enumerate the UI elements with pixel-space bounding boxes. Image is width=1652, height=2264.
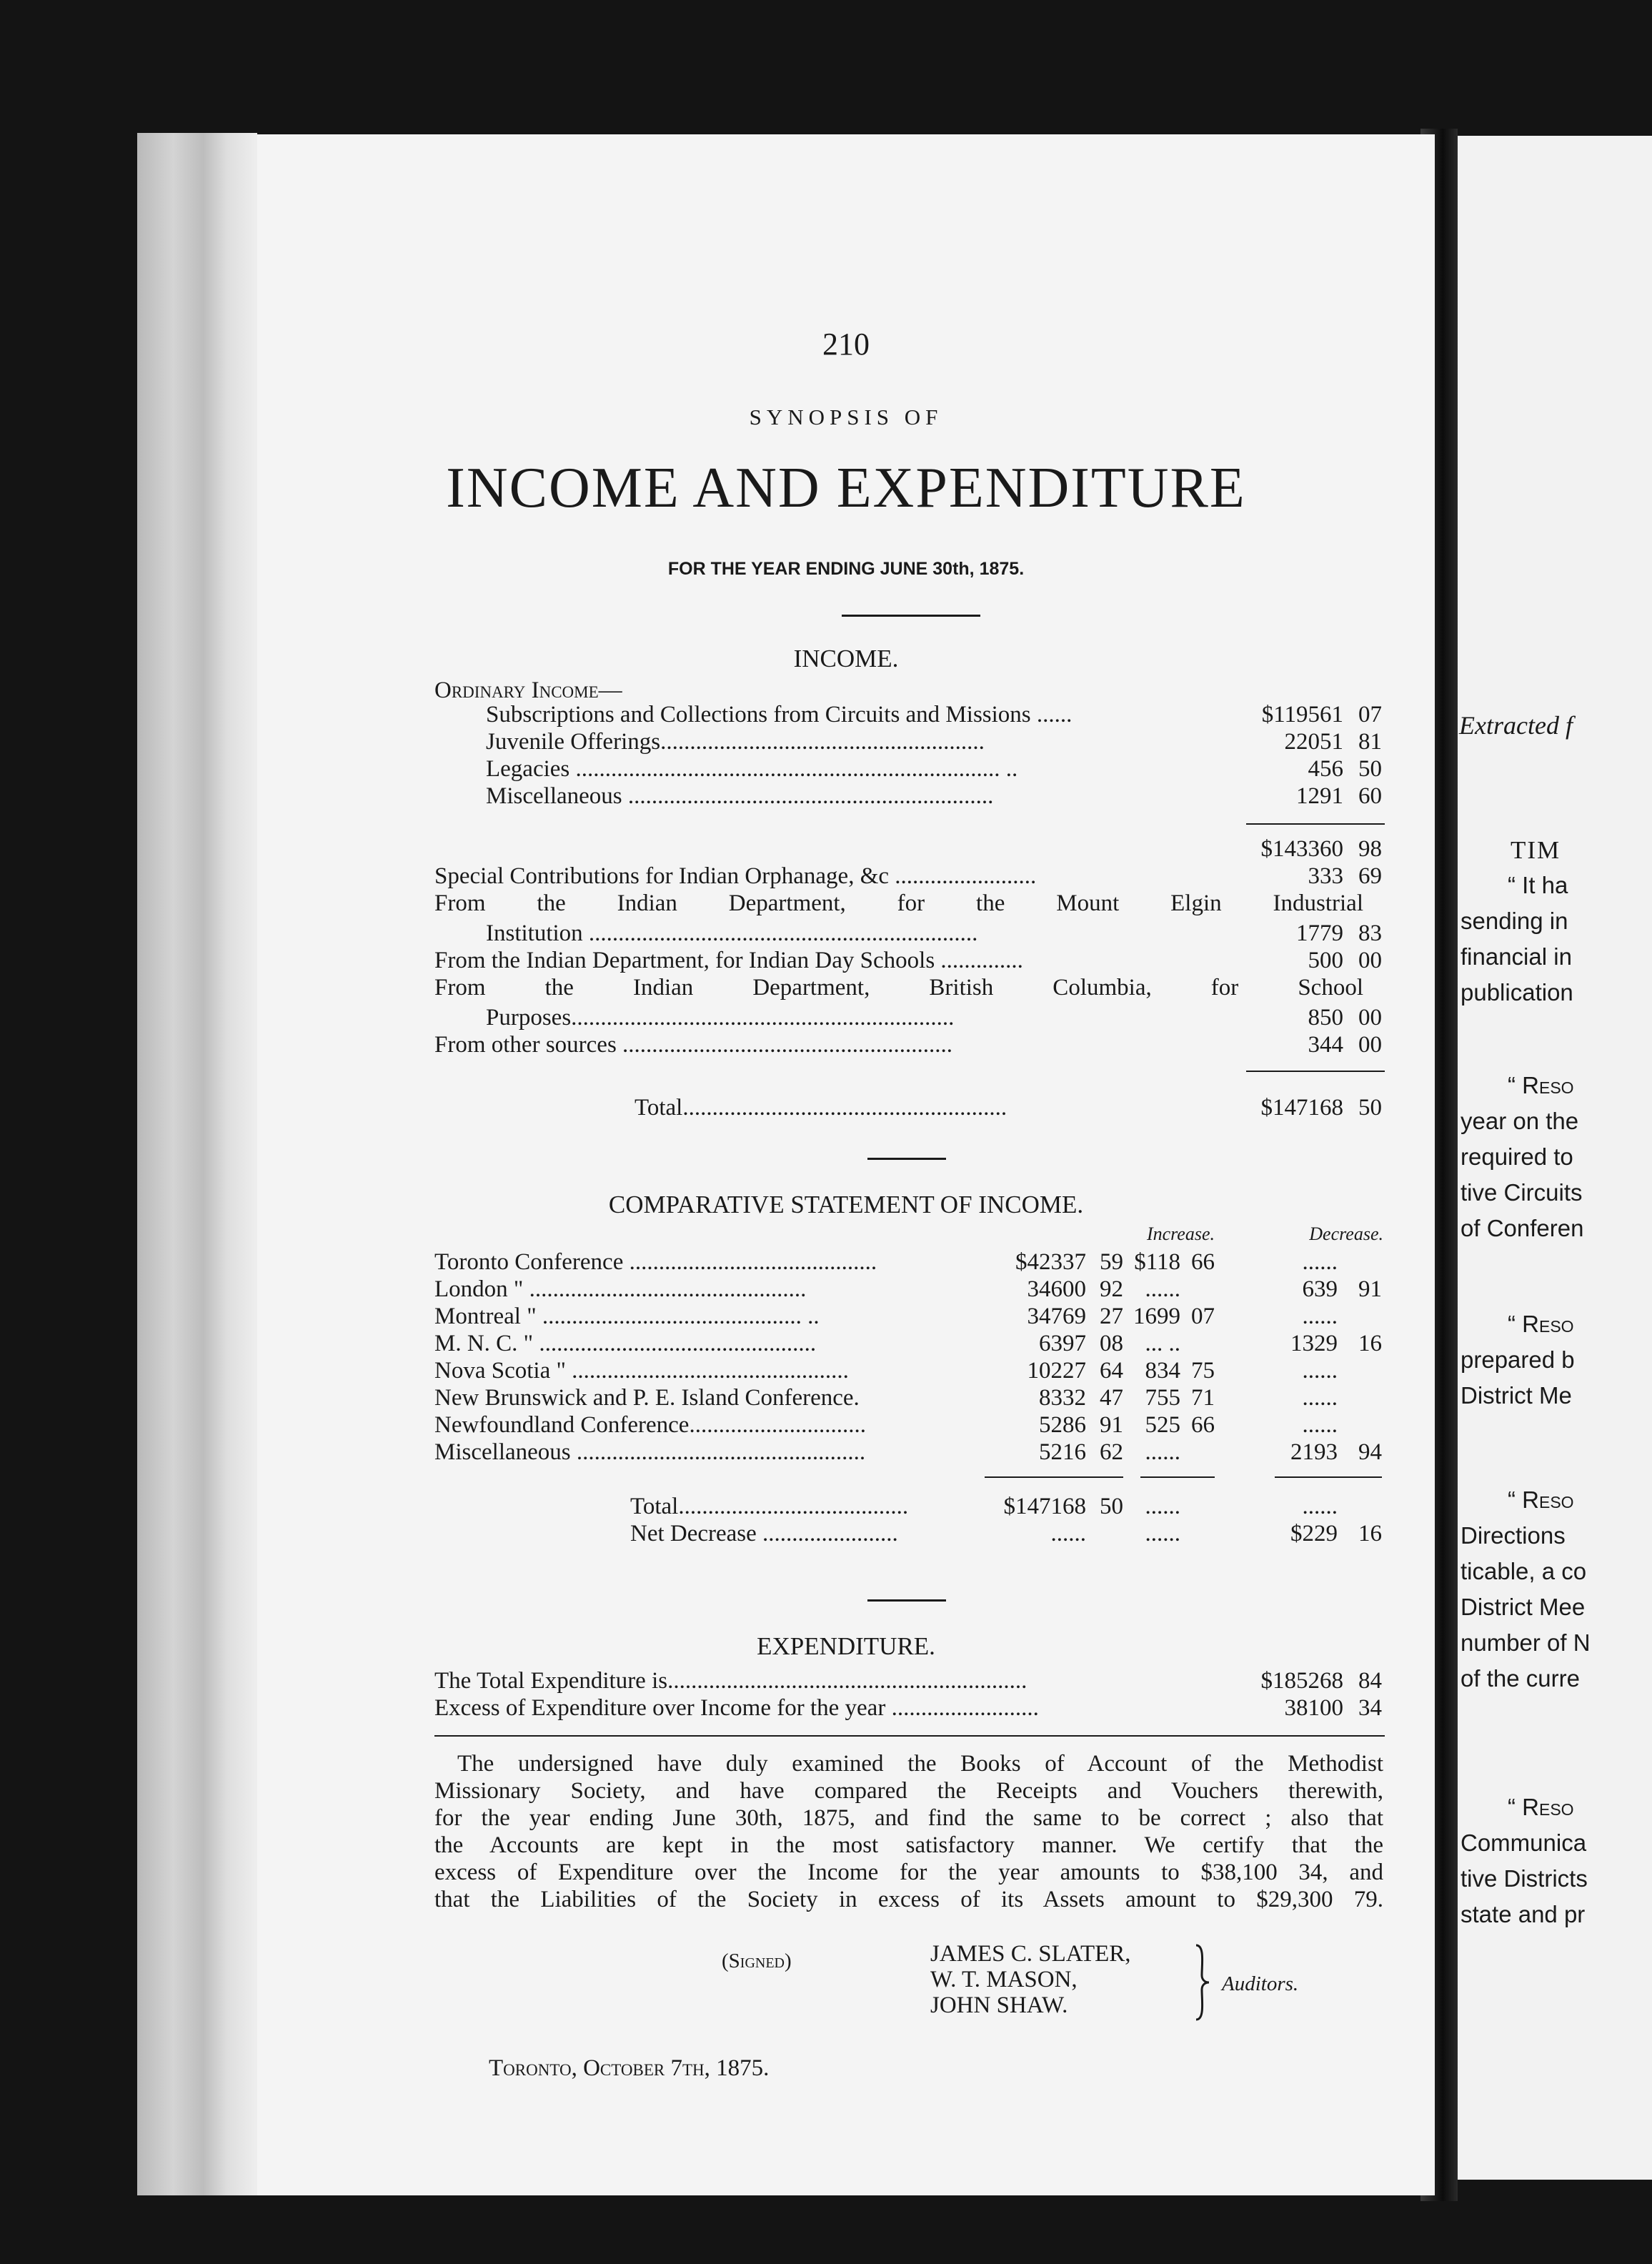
right-line: “ Reso xyxy=(1508,1311,1574,1337)
comp-row-decrease: ...... xyxy=(1302,1249,1338,1275)
comp-row-amount: 5216 xyxy=(1039,1439,1086,1465)
income-item-label: Juvenile Offerings....................................................... xyxy=(486,729,985,755)
auditor-name: JAMES C. SLATER, xyxy=(930,1941,1131,1967)
income-item-cents: 07 xyxy=(1358,702,1382,728)
other-sources-dollars: 344 xyxy=(1308,1032,1343,1058)
sum-rule xyxy=(1140,1476,1215,1478)
divider xyxy=(842,615,980,617)
comp-row-amount: 10227 xyxy=(1027,1358,1086,1384)
full-rule xyxy=(434,1735,1385,1737)
net-decrease-value: $229 xyxy=(1290,1521,1338,1546)
right-line: “ It ha xyxy=(1508,872,1568,898)
income-item-label: Subscriptions and Collections from Circuits and Missions ...... xyxy=(486,702,1073,728)
mount-elgin-dollars: 1779 xyxy=(1296,920,1343,946)
expenditure-row-cents: 84 xyxy=(1358,1668,1382,1694)
right-line: publication xyxy=(1461,979,1573,1006)
net-decrease-increase: ...... xyxy=(1145,1521,1180,1546)
special-contrib-cents: 69 xyxy=(1358,863,1382,889)
comp-total-amount: $147168 xyxy=(1003,1494,1086,1519)
auditor-name: JOHN SHAW. xyxy=(930,1992,1068,2018)
comp-row-label: Toronto Conference .......................................... xyxy=(434,1249,877,1275)
income-title: INCOME. xyxy=(793,645,899,672)
right-extracted: Extracted f xyxy=(1459,711,1573,740)
heading-main: INCOME AND EXPENDITURE xyxy=(446,457,1246,520)
special-contrib-dollars: 333 xyxy=(1308,863,1343,889)
income-item-cents: 81 xyxy=(1358,729,1382,755)
heading-synopsis: SYNOPSIS OF xyxy=(749,404,943,430)
certificate-line: Missionary Society, and have compared the Receipts and Vouchers therewith, xyxy=(434,1778,1383,1804)
comp-row-label: Montreal " ............................................ .. xyxy=(434,1304,820,1329)
right-line: year on the xyxy=(1461,1108,1579,1134)
comp-row-decrease: ...... xyxy=(1302,1412,1338,1438)
income-item-label: Miscellaneous .............................................................. xyxy=(486,783,994,809)
right-line: ticable, a co xyxy=(1461,1558,1587,1584)
other-sources-label: From other sources ........................................................ xyxy=(434,1032,953,1058)
mount-elgin-cents: 83 xyxy=(1358,920,1382,946)
page-stack-edge xyxy=(137,133,257,2195)
comp-total-label: Total....................................... xyxy=(630,1494,909,1519)
sum-rule xyxy=(1246,1071,1385,1072)
comp-row-decrease: 1329 xyxy=(1290,1331,1338,1356)
net-decrease-amount: ...... xyxy=(1050,1521,1086,1546)
increase-header: Increase. xyxy=(1146,1223,1215,1244)
certificate-line: that the Liabilities of the Society in excess of its Assets amount to $29,300 79. xyxy=(434,1887,1383,1912)
comp-row-decrease-cents: 94 xyxy=(1358,1439,1382,1465)
right-line: District Me xyxy=(1461,1382,1572,1409)
right-line: prepared b xyxy=(1461,1346,1575,1373)
place-date: Toronto, October 7th, 1875. xyxy=(489,2055,770,2081)
subtotal-cents: 98 xyxy=(1358,836,1382,862)
right-line: District Mee xyxy=(1461,1594,1586,1620)
signed-label: (Signed) xyxy=(722,1950,792,1972)
comp-row-amount-cents: 27 xyxy=(1100,1304,1123,1329)
comp-row-amount-cents: 91 xyxy=(1100,1412,1123,1438)
bc-schools-dollars: 850 xyxy=(1308,1005,1343,1031)
right-line: tive Circuits xyxy=(1461,1179,1583,1206)
brace-icon xyxy=(1192,1942,1213,2022)
income-item-dollars: 1291 xyxy=(1296,783,1343,809)
comp-row-increase-cents: 07 xyxy=(1191,1304,1215,1329)
right-line: of Conferen xyxy=(1461,1215,1584,1241)
comp-row-decrease: ...... xyxy=(1302,1385,1338,1411)
right-line: sending in xyxy=(1461,908,1568,934)
comp-row-decrease: 639 xyxy=(1302,1276,1338,1302)
comp-row-decrease: 2193 xyxy=(1290,1439,1338,1465)
comp-row-amount-cents: 47 xyxy=(1100,1385,1123,1411)
comp-row-label: Nova Scotia " ............................................... xyxy=(434,1358,849,1384)
expenditure-row-dollars: $185268 xyxy=(1260,1668,1343,1694)
right-line: “ Reso xyxy=(1508,1486,1574,1513)
income-total-label: Total....................................................... xyxy=(635,1095,1007,1121)
comp-total-decrease: ...... xyxy=(1302,1494,1338,1519)
comp-row-increase: ...... xyxy=(1145,1276,1180,1302)
comp-row-decrease-cents: 16 xyxy=(1358,1331,1382,1356)
comp-row-amount: 34600 xyxy=(1027,1276,1086,1302)
comp-row-label: M. N. C. " ............................................... xyxy=(434,1331,817,1356)
comp-row-increase: 834 xyxy=(1145,1358,1180,1384)
comp-row-increase-cents: 75 xyxy=(1191,1358,1215,1384)
right-line: Communica xyxy=(1461,1829,1587,1856)
bc-schools-cents: 00 xyxy=(1358,1005,1382,1031)
expenditure-row-cents: 34 xyxy=(1358,1695,1382,1721)
right-line: Directions xyxy=(1461,1522,1566,1549)
heading-sub: FOR THE YEAR ENDING JUNE 30th, 1875. xyxy=(667,559,1025,579)
comp-row-amount: 34769 xyxy=(1027,1304,1086,1329)
sum-rule xyxy=(1246,823,1385,825)
right-line: number of N xyxy=(1461,1629,1591,1656)
comp-row-amount: 5286 xyxy=(1039,1412,1086,1438)
day-schools-dollars: 500 xyxy=(1308,948,1343,973)
comp-total-cents: 50 xyxy=(1100,1494,1123,1519)
certificate-line: for the year ending June 30th, 1875, and find the same to be correct ; also that xyxy=(434,1805,1383,1831)
certificate-line: The undersigned have duly examined the Books of Account of the Methodist xyxy=(457,1751,1383,1777)
income-total-dollars: $147168 xyxy=(1260,1095,1343,1121)
income-total-cents: 50 xyxy=(1358,1095,1382,1121)
mount-elgin-line2: Institution .................................................................. xyxy=(486,920,978,946)
comp-row-increase: ... .. xyxy=(1145,1331,1180,1356)
right-page xyxy=(1458,136,1652,2180)
income-item-dollars: 22051 xyxy=(1284,729,1343,755)
right-line: “ Reso xyxy=(1508,1072,1574,1098)
comp-row-amount: $42337 xyxy=(1015,1249,1086,1275)
right-line: financial in xyxy=(1461,943,1572,970)
sum-rule xyxy=(1275,1476,1382,1478)
comp-row-increase-cents: 71 xyxy=(1191,1385,1215,1411)
comp-row-increase: 755 xyxy=(1145,1385,1180,1411)
income-item-cents: 60 xyxy=(1358,783,1382,809)
right-line: “ Reso xyxy=(1508,1794,1574,1820)
day-schools-label: From the Indian Department, for Indian Day Schools .............. xyxy=(434,948,1023,973)
expenditure-row-label: The Total Expenditure is............................................................. xyxy=(434,1668,1027,1694)
divider xyxy=(867,1158,946,1160)
comp-row-amount-cents: 59 xyxy=(1100,1249,1123,1275)
right-line: tive Districts xyxy=(1461,1865,1588,1892)
right-line: required to xyxy=(1461,1143,1573,1170)
comp-row-decrease: ...... xyxy=(1302,1358,1338,1384)
comp-row-amount-cents: 64 xyxy=(1100,1358,1123,1384)
subtotal-dollars: $143360 xyxy=(1260,836,1343,862)
bc-schools-line1: From the Indian Department, British Columbia, for School xyxy=(434,975,1363,1001)
decrease-header: Decrease. xyxy=(1309,1223,1383,1244)
certificate-line: excess of Expenditure over the Income for the year amounts to $38,100 34, and xyxy=(434,1860,1383,1885)
comp-row-amount-cents: 62 xyxy=(1100,1439,1123,1465)
expenditure-row-label: Excess of Expenditure over Income for the year ......................... xyxy=(434,1695,1039,1721)
comp-row-increase: 1699 xyxy=(1133,1304,1180,1329)
comp-row-amount: 8332 xyxy=(1039,1385,1086,1411)
ordinary-income-label: Ordinary Income— xyxy=(434,677,622,703)
comp-row-increase-cents: 66 xyxy=(1191,1249,1215,1275)
special-contrib-label: Special Contributions for Indian Orphanage, &c ........................ xyxy=(434,863,1037,889)
expenditure-title: EXPENDITURE. xyxy=(757,1632,935,1660)
comparative-title: COMPARATIVE STATEMENT OF INCOME. xyxy=(608,1191,1084,1218)
comp-row-increase-cents: 66 xyxy=(1191,1412,1215,1438)
auditors-label: Auditors. xyxy=(1222,1972,1299,1995)
comp-row-decrease-cents: 91 xyxy=(1358,1276,1382,1302)
income-item-cents: 50 xyxy=(1358,756,1382,782)
comp-row-decrease: ...... xyxy=(1302,1304,1338,1329)
right-line: of the curre xyxy=(1461,1665,1580,1692)
left-page xyxy=(257,134,1435,2195)
comp-row-label: Newfoundland Conference.............................. xyxy=(434,1412,866,1438)
day-schools-cents: 00 xyxy=(1358,948,1382,973)
comp-row-increase: 525 xyxy=(1145,1412,1180,1438)
page-number: 210 xyxy=(822,327,870,362)
comp-row-amount: 6397 xyxy=(1039,1331,1086,1356)
certificate-line: the Accounts are kept in the most satisfactory manner. We certify that the xyxy=(434,1832,1383,1858)
comp-row-amount-cents: 08 xyxy=(1100,1331,1123,1356)
comp-total-increase: ...... xyxy=(1145,1494,1180,1519)
bc-schools-line2: Purposes................................................................. xyxy=(486,1005,955,1031)
income-item-dollars: 456 xyxy=(1308,756,1343,782)
comp-row-label: Miscellaneous ................................................. xyxy=(434,1439,866,1465)
net-decrease-label: Net Decrease ....................... xyxy=(630,1521,898,1546)
sum-rule xyxy=(985,1476,1123,1478)
expenditure-row-dollars: 38100 xyxy=(1284,1695,1343,1721)
income-item-dollars: $119561 xyxy=(1261,702,1343,728)
divider xyxy=(867,1599,946,1602)
comp-row-amount-cents: 92 xyxy=(1100,1276,1123,1302)
comp-row-increase: $118 xyxy=(1134,1249,1180,1275)
comp-row-label: London " ............................................... xyxy=(434,1276,807,1302)
net-decrease-cents: 16 xyxy=(1358,1521,1382,1546)
mount-elgin-line1: From the Indian Department, for the Mount Elgin Industrial xyxy=(434,890,1363,916)
income-item-label: Legacies ........................................................................ .. xyxy=(486,756,1018,782)
other-sources-cents: 00 xyxy=(1358,1032,1382,1058)
auditor-name: W. T. MASON, xyxy=(930,1967,1078,1992)
right-line: state and pr xyxy=(1461,1901,1586,1927)
comp-row-increase: ...... xyxy=(1145,1439,1180,1465)
comp-row-label: New Brunswick and P. E. Island Conference. xyxy=(434,1385,860,1411)
right-tim: TIM xyxy=(1511,836,1561,864)
